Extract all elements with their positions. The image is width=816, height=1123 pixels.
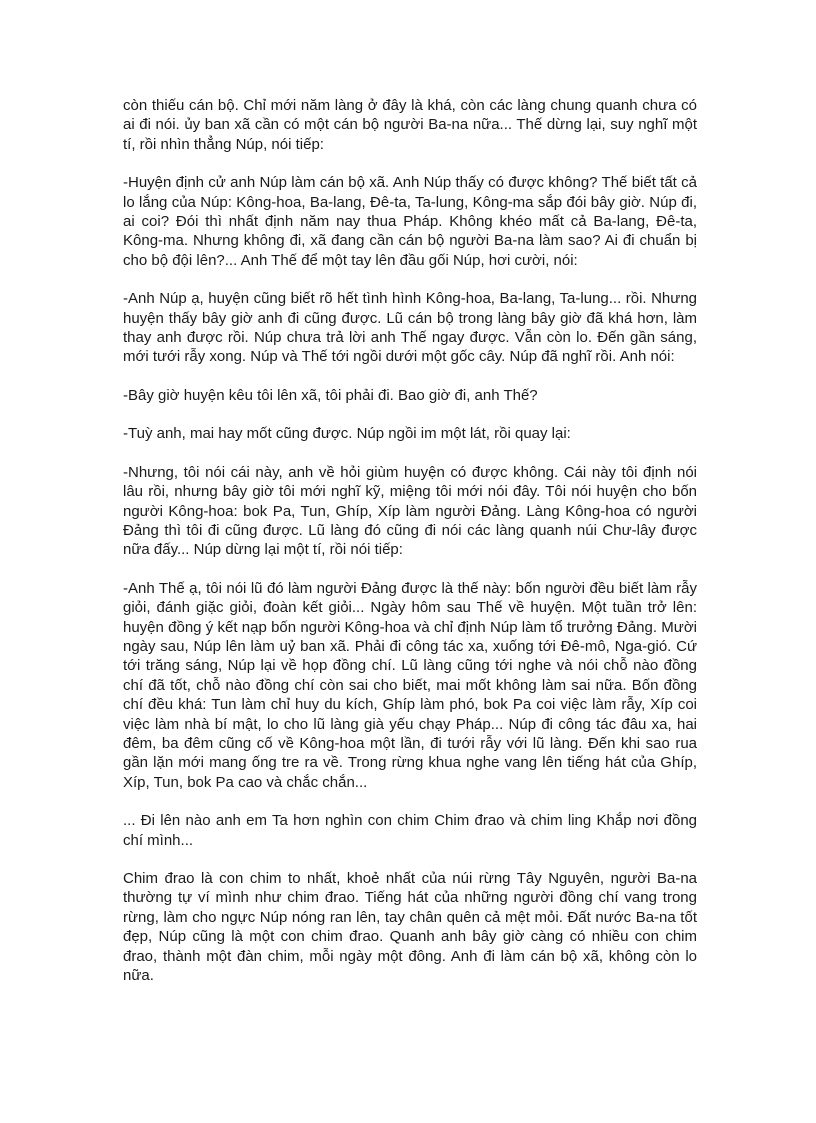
paragraph: -Huyện định cử anh Núp làm cán bộ xã. Anh Núp thấy có được không? Thế biết tất cả lo lắng của Núp: Kông-hoa, Ba-lang, Đê-ta, Ta-lung, Kông-ma sắp đói bây giờ. Núp đi, ai coi? Đói thì nhất định năm nay thua Pháp. Không khéo mất cả Ba-lang, Đê-ta, Kông-ma. Nhưng không đi, xã đang cần cán bộ người Ba-na làm sao? Ai đi chuẩn bị cho bộ đội lên?... Anh Thế để một tay lên đầu gối Núp, hơi cười, nói: — [123, 174, 697, 269]
paragraph: -Anh Thế ạ, tôi nói lũ đó làm người Đảng được là thế này: bốn người đều biết làm rẫy giỏi, đánh giặc giỏi, đoàn kết giỏi... Ngày hôm sau Thế về huyện. Một tuần trở lên: huyện đồng ý kết nạp bốn người Kông-hoa và chỉ định Núp làm tổ trưởng Đảng. Mười ngày sau, Núp lên làm uỷ ban xã. Phải đi công tác xa, xuống tới Đê-mô, Nga-gió. Cứ tới trăng sáng, Núp lại về họp đồng chí. Lũ làng cũng tới nghe và nói chỗ nào đồng chí đã tốt, chỗ nào đồng chí còn sai cho biết, mai mốt không làm sai nữa. Bốn đồng chí đều khá: Tun làm chỉ huy du kích, Ghíp làm phó, bok Pa coi việc làm rẫy, Xíp coi việc làm nhà bí mật, lo cho lũ làng già yếu chạy Pháp... Núp đi công tác đâu xa, hai đêm, ba đêm cũng cố về Kông-hoa một lần, đi tưới rẫy với lũ làng. Đến khi sao rua gần lặn mới mang ống tre ra về. Trong rừng khua nghe vang lên tiếng hát của Ghíp, Xíp, Tun, bok Pa cao và chắc chắn... — [123, 579, 697, 791]
paragraph: -Bây giờ huyện kêu tôi lên xã, tôi phải đi. Bao giờ đi, anh Thế? — [123, 386, 538, 404]
document-body — [123, 96, 697, 1004]
paragraph: -Nhưng, tôi nói cái này, anh về hỏi giùm huyện có được không. Cái này tôi định nói lâu rồi, nhưng bây giờ tôi mới nghĩ kỹ, miệng tôi mới nói đây. Tôi nói huyện cho bốn người Kông-hoa: bok Pa, Tun, Ghíp, Xíp làm người Đảng. Làng Kông-hoa có người Đảng thì tôi đi cũng được. Lũ làng đó cũng đi nói các làng quanh núi Chư-lây được nữa đấy... Núp dừng lại một tí, rồi nói tiếp: — [123, 463, 697, 559]
paragraph: Chim đrao là con chim to nhất, khoẻ nhất của núi rừng Tây Nguyên, người Ba-na thường tự ví mình như chim đrao. Tiếng hát của những người đồng chí vang trong rừng, làm cho ngực Núp nóng ran lên, tay chân quên cả mệt mỏi. Đất nước Ba-na tốt đẹp, Núp cũng là một con chim đrao. Quanh anh bây giờ càng có nhiều con chim đrao, thành một đàn chim, mỗi ngày một đông. Anh đi làm cán bộ xã, không còn lo nữa. — [123, 870, 697, 985]
paragraph: ... Đi lên nào anh em Ta hơn nghìn con chim Chim đrao và chim ling Khắp nơi đồng chí mình... — [123, 812, 697, 849]
paragraph: còn thiếu cán bộ. Chỉ mới năm làng ở đây là khá, còn các làng chung quanh chưa có ai đi nói. ủy ban xã cần có một cán bộ người Ba-na nữa... Thế dừng lại, suy nghĩ một tí, rồi nhìn thẳng Núp, nói tiếp: — [123, 97, 697, 153]
paragraph: -Anh Núp ạ, huyện cũng biết rõ hết tình hình Kông-hoa, Ba-lang, Ta-lung... rồi. Nhưng huyện thấy bây giờ anh đi cũng được. Lũ cán bộ trong làng bây giờ đã khá hơn, làm thay anh được rồi. Núp chưa trả lời anh Thế ngay được. Vẫn còn lo. Đến gần sáng, mới tưới rẫy xong. Núp và Thế tới ngồi dưới một gốc cây. Núp đã nghĩ rồi. Anh nói: — [123, 290, 697, 366]
paragraph: -Tuỳ anh, mai hay mốt cũng được. Núp ngồi im một lát, rồi quay lại: — [123, 425, 571, 443]
